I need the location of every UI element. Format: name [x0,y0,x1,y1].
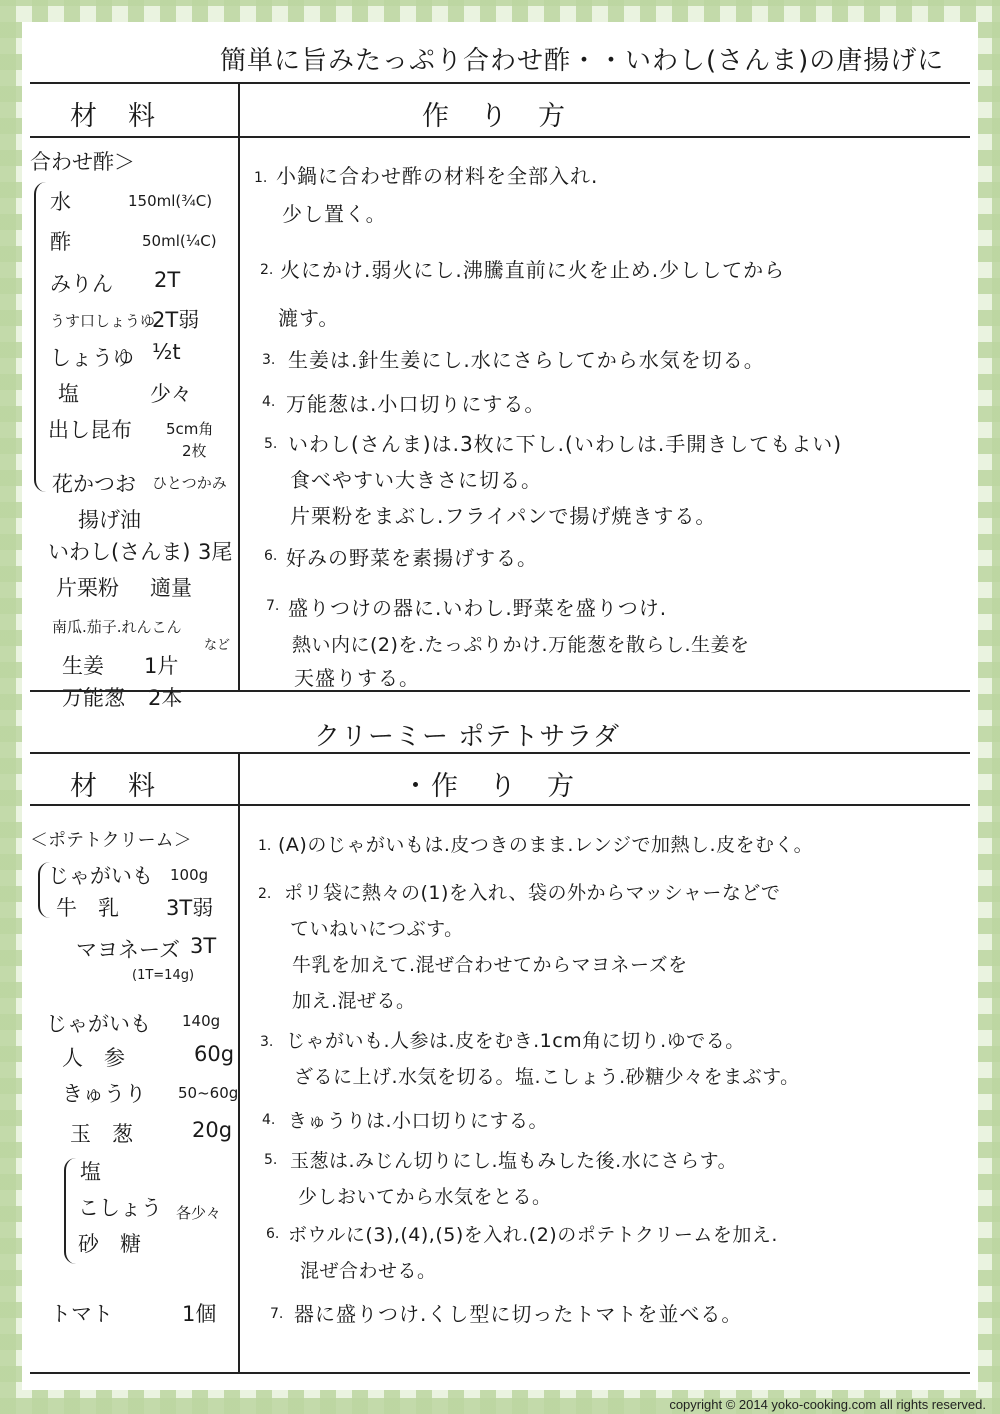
recipe2-title: クリーミー ポテトサラダ [314,722,621,752]
step-line: ポリ袋に熱々の(1)を入れ、袋の外からマッシャーなどで [284,882,781,904]
ingredient-name: トマト [50,1302,113,1326]
step-number: 3. [260,1034,274,1050]
ingredient-name: じゃがいも [46,1012,151,1036]
ingredient-qty: 60g [194,1042,235,1066]
ingredient-qty: 50~60g [178,1084,239,1102]
ingredient-name: じゃがいも [48,864,153,888]
step-line: 牛乳を加えて.混ぜ合わせてからマヨネーズを [292,954,688,976]
step-line: 少しおいてから水気をとる。 [298,1186,552,1208]
step-line: ボウルに(3),(4),(5)を入れ.(2)のポテトクリームを加え. [288,1224,778,1246]
step-line: 少し置く。 [282,202,387,226]
sauce-label: 合わせ酢＞ [30,150,135,174]
step-line: 玉葱は.みじん切りにし.塩もみした後.水にさらす。 [290,1150,738,1172]
step-line: 生姜は.針生姜にし.水にさらしてから水気を切る。 [288,348,765,372]
ingredient-name: 人 参 [62,1046,125,1070]
ingredient-qty: 5cm角 [166,420,214,438]
ingredient-note: (1T=14g) [132,968,195,983]
ingredient-qty: 3尾 [198,540,233,564]
recipe2-steps-header: ・作 り 方 [402,771,576,802]
ingredient-qty: 少々 [150,382,192,406]
divider [30,1372,970,1374]
ingredient-qty: 20g [192,1118,233,1142]
step-line: 混ぜ合わせる。 [300,1260,437,1282]
step-line: ていねいにつぶす。 [290,918,464,940]
step-line: 器に盛りつけ.くし型に切ったトマトを並べる。 [294,1302,743,1326]
step-line: 小鍋に合わせ酢の材料を全部入れ. [276,164,599,188]
divider [30,136,970,138]
ingredient-name: いわし(さんま) [48,540,191,564]
step-line: 加え.混ぜる。 [292,990,416,1012]
step-line: いわし(さんま)は.3枚に下し.(いわしは.手開きしてもよい) [288,432,843,456]
step-number: 7. [266,598,280,614]
ingredient-qty: 2枚 [182,442,207,460]
ingredient-name: マヨネーズ [76,938,180,962]
step-line: 好みの野菜を素揚げする。 [286,546,538,570]
step-number: 4. [262,394,276,410]
ingredient-qty: ひとつかみ [152,474,227,492]
ingredient-name: しょうゆ [50,346,134,370]
ingredient-name: 牛 乳 [56,896,119,920]
recipe-sheet [22,22,978,1390]
step-line: ざるに上げ.水気を切る。塩.こしょう.砂糖少々をまぶす。 [294,1066,800,1088]
step-number: 5. [264,436,278,452]
step-number: 2. [260,262,274,278]
seasoning-item: 砂 糖 [78,1232,141,1256]
sauce-bracket [34,182,46,492]
step-line: 熱い内に(2)を.たっぷりかけ.万能葱を散らし.生姜を [292,634,750,656]
seasoning-qty: 各少々 [176,1204,222,1222]
step-line: 食べやすい大きさに切る。 [290,468,542,492]
ingredient-name: 南瓜.茄子.れんこん [52,618,182,636]
divider [30,82,970,84]
ingredient-qty: 2T弱 [152,308,200,332]
ingredient-qty: 1個 [182,1302,217,1326]
ingredient-qty: など [204,638,231,653]
step-line: 万能葱は.小口切りにする。 [286,392,546,416]
ingredient-name: きゅうり [62,1082,146,1106]
ingredient-qty: 適量 [150,576,192,600]
ingredient-qty: 2T [154,268,181,292]
ingredient-qty: 140g [182,1012,221,1030]
ingredient-name: 万能葱 [62,686,125,710]
step-line: 火にかけ.弱火にし.沸騰直前に火を止め.少ししてから [280,258,786,282]
ingredient-name: みりん [50,272,113,296]
column-divider [238,82,240,690]
recipe1-steps-header: 作 り 方 [422,101,567,132]
step-line: 盛りつけの器に.いわし.野菜を盛りつけ. [288,596,668,620]
ingredient-name: 塩 [58,382,79,406]
step-number: 4. [262,1112,276,1128]
step-line: じゃがいも.人参は.皮をむき.1cm角に切り.ゆでる。 [286,1030,745,1052]
ingredient-qty: 50ml(¼C) [142,232,217,250]
step-number: 2. [258,886,272,902]
ingredient-name: 片栗粉 [56,576,119,600]
step-line: (A)のじゃがいもは.皮つきのまま.レンジで加熱し.皮をむく。 [278,834,814,856]
ingredient-qty: 1片 [144,654,179,678]
ingredient-qty: 150ml(¾C) [128,192,213,210]
copyright-notice: copyright © 2014 yoko-cooking.com all rights reserved. [669,1397,986,1412]
ingredient-qty: 2本 [148,686,183,710]
ingredient-name: 酢 [50,230,71,254]
section-divider [30,690,970,692]
divider [30,804,970,806]
seasoning-item: こしょう [78,1196,162,1220]
step-number: 6. [266,1226,280,1242]
seasoning-bracket [64,1158,76,1264]
step-line: 片栗粉をまぶし.フライパンで揚げ焼きする。 [290,504,717,528]
step-line: 天盛りする。 [294,666,420,690]
step-number: 7. [270,1306,284,1322]
ingredient-qty: ½t [152,340,181,364]
ingredient-qty: 100g [170,866,209,884]
column-divider [238,752,240,1372]
divider [30,752,970,754]
ingredient-name: うす口しょうゆ [50,312,156,330]
step-number: 3. [262,352,276,368]
cream-label: ＜ポテトクリーム＞ [30,830,192,851]
step-line: きゅうりは.小口切りにする。 [288,1110,549,1132]
ingredient-name: 玉 葱 [70,1122,133,1146]
ingredient-name: 出し昆布 [48,418,132,442]
recipe1-ingredients-header: 材 料 [70,101,157,132]
recipe2-ingredients-header: 材 料 [70,771,157,802]
recipe1-title: 簡単に旨みたっぷり合わせ酢・・いわし(さんま)の唐揚げに [220,46,945,76]
seasoning-item: 塩 [80,1160,101,1184]
ingredient-name: 生姜 [62,654,104,678]
ingredient-qty: 3T [190,934,217,958]
ingredient-name: 揚げ油 [78,508,141,532]
step-number: 6. [264,548,278,564]
step-number: 5. [264,1152,278,1168]
ingredient-name: 水 [50,190,71,214]
ingredient-qty: 3T弱 [166,896,214,920]
step-number: 1. [254,170,268,186]
step-number: 1. [258,838,272,854]
ingredient-name: 花かつお [52,472,136,496]
step-line: 漉す。 [278,306,340,330]
